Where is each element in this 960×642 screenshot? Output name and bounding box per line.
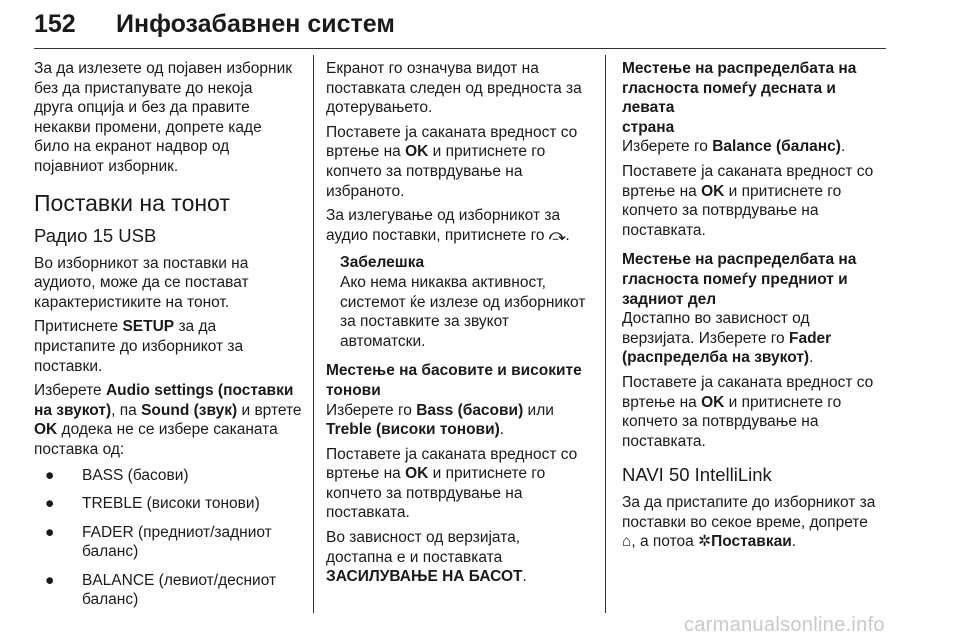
gear-icon: ✲: [698, 533, 712, 551]
paragraph: Екранот го означува видот на поставката следен од вредноста за дотерувањето.: [326, 60, 582, 117]
settings-list: [34, 466, 306, 611]
paragraph: Поставете ја саканата вредност со вртење на OK и притиснете го копчето за потврдување на поставката.: [622, 373, 874, 450]
paragraph: Поставете ја саканата вредност со вртење на OK и притиснете го копчето за потврдување на избраното.: [326, 123, 578, 200]
bullet-icon: ●: [45, 571, 55, 589]
home-icon: ⌂: [622, 533, 632, 551]
bullet-icon: ●: [45, 523, 55, 541]
watermark: carmanualsonline.info: [684, 614, 885, 636]
ok-key: OK: [701, 393, 725, 411]
subsection-heading: Радио 15 USB: [34, 224, 157, 246]
paragraph: За излегување од изборникот за аудио поставки, притиснете го ⤼.: [326, 207, 570, 244]
ok-key: OK: [701, 182, 725, 200]
ok-key: OK: [405, 465, 429, 483]
list-item: ● FADER (предниот/задниот баланс): [45, 523, 272, 561]
column-divider: [313, 55, 314, 613]
back-arrow-icon: ⤼: [548, 226, 566, 244]
ok-key: OK: [34, 421, 58, 439]
ok-key: OK: [405, 143, 429, 161]
paragraph: Достапно во зависност од верзијата. Изберете го Fader (распределба на звукот).: [622, 310, 832, 367]
subsection-heading: Местење на распределбата на гласноста помеѓу десната и левата страна: [622, 60, 857, 136]
list-item: ● BALANCE (левиот/десниот баланс): [45, 571, 277, 609]
setup-key: SETUP: [122, 318, 175, 336]
page-title: Инфозабавнен систем: [116, 10, 395, 38]
paragraph: За да пристапите до изборникот за поставки во секое време, допрете ⌂, а потоа ✲Поставкаи.: [622, 494, 876, 551]
paragraph: Изберете го Balance (баланс).: [622, 138, 846, 156]
bullet-icon: ●: [45, 466, 55, 484]
subsection-heading: Местење на распределбата на гласноста помеѓу предниот и задниот дел: [622, 251, 857, 308]
column-divider: [605, 55, 606, 613]
note-box: Забелешка Ако нема никаква активност, системот ќе излезе од изборникот за поставките за звукот автоматски.: [340, 253, 598, 351]
paragraph: Притиснете SETUP за да пристапите до изборникот за поставки.: [34, 318, 244, 375]
intro-paragraph: За да излезете од појавен изборник без да пристапувате до некоја друга опција и без да правите некакви промени, допрете каде било на екранот надвор од појавниот изборник.: [34, 60, 293, 175]
section-heading: NAVI 50 IntelliLink: [622, 464, 772, 486]
list-item: ● BASS (басови): [45, 466, 189, 484]
paragraph: Изберете Audio settings (поставки на звукот), па Sound (звук) и вртете OK додека не се избере саканата поставка од:: [34, 382, 302, 458]
paragraph: Изберете го Bass (басови) или Treble (високи тонови).: [326, 401, 554, 439]
column-2: [326, 59, 598, 592]
paragraph: Во изборникот за поставки на аудиото, може да се постават карактеристиките на тонот.: [34, 254, 249, 311]
section-heading: Поставки на тонот: [34, 189, 230, 216]
note-title: Забелешка: [340, 254, 425, 272]
paragraph: Поставете ја саканата вредност со вртење на OK и притиснете го копчето за потврдување на поставката.: [622, 162, 874, 239]
page-header: [34, 10, 886, 50]
paragraph: Поставете ја саканата вредност со вртење на OK и притиснете го копчето за потврдување на поставката.: [326, 445, 578, 522]
column-3: [622, 59, 890, 557]
subsection-heading: Местење на басовите и високите тонови: [326, 362, 582, 399]
paragraph: Во зависност од верзијата, достапна е и поставката ЗАСИЛУВАЊЕ НА БАСОТ.: [326, 529, 527, 586]
header-rule: [34, 48, 886, 49]
bullet-icon: ●: [45, 495, 55, 513]
column-1: [34, 59, 306, 619]
list-item: ● TREBLE (високи тонови): [45, 495, 260, 513]
page-number: 152: [34, 10, 76, 38]
